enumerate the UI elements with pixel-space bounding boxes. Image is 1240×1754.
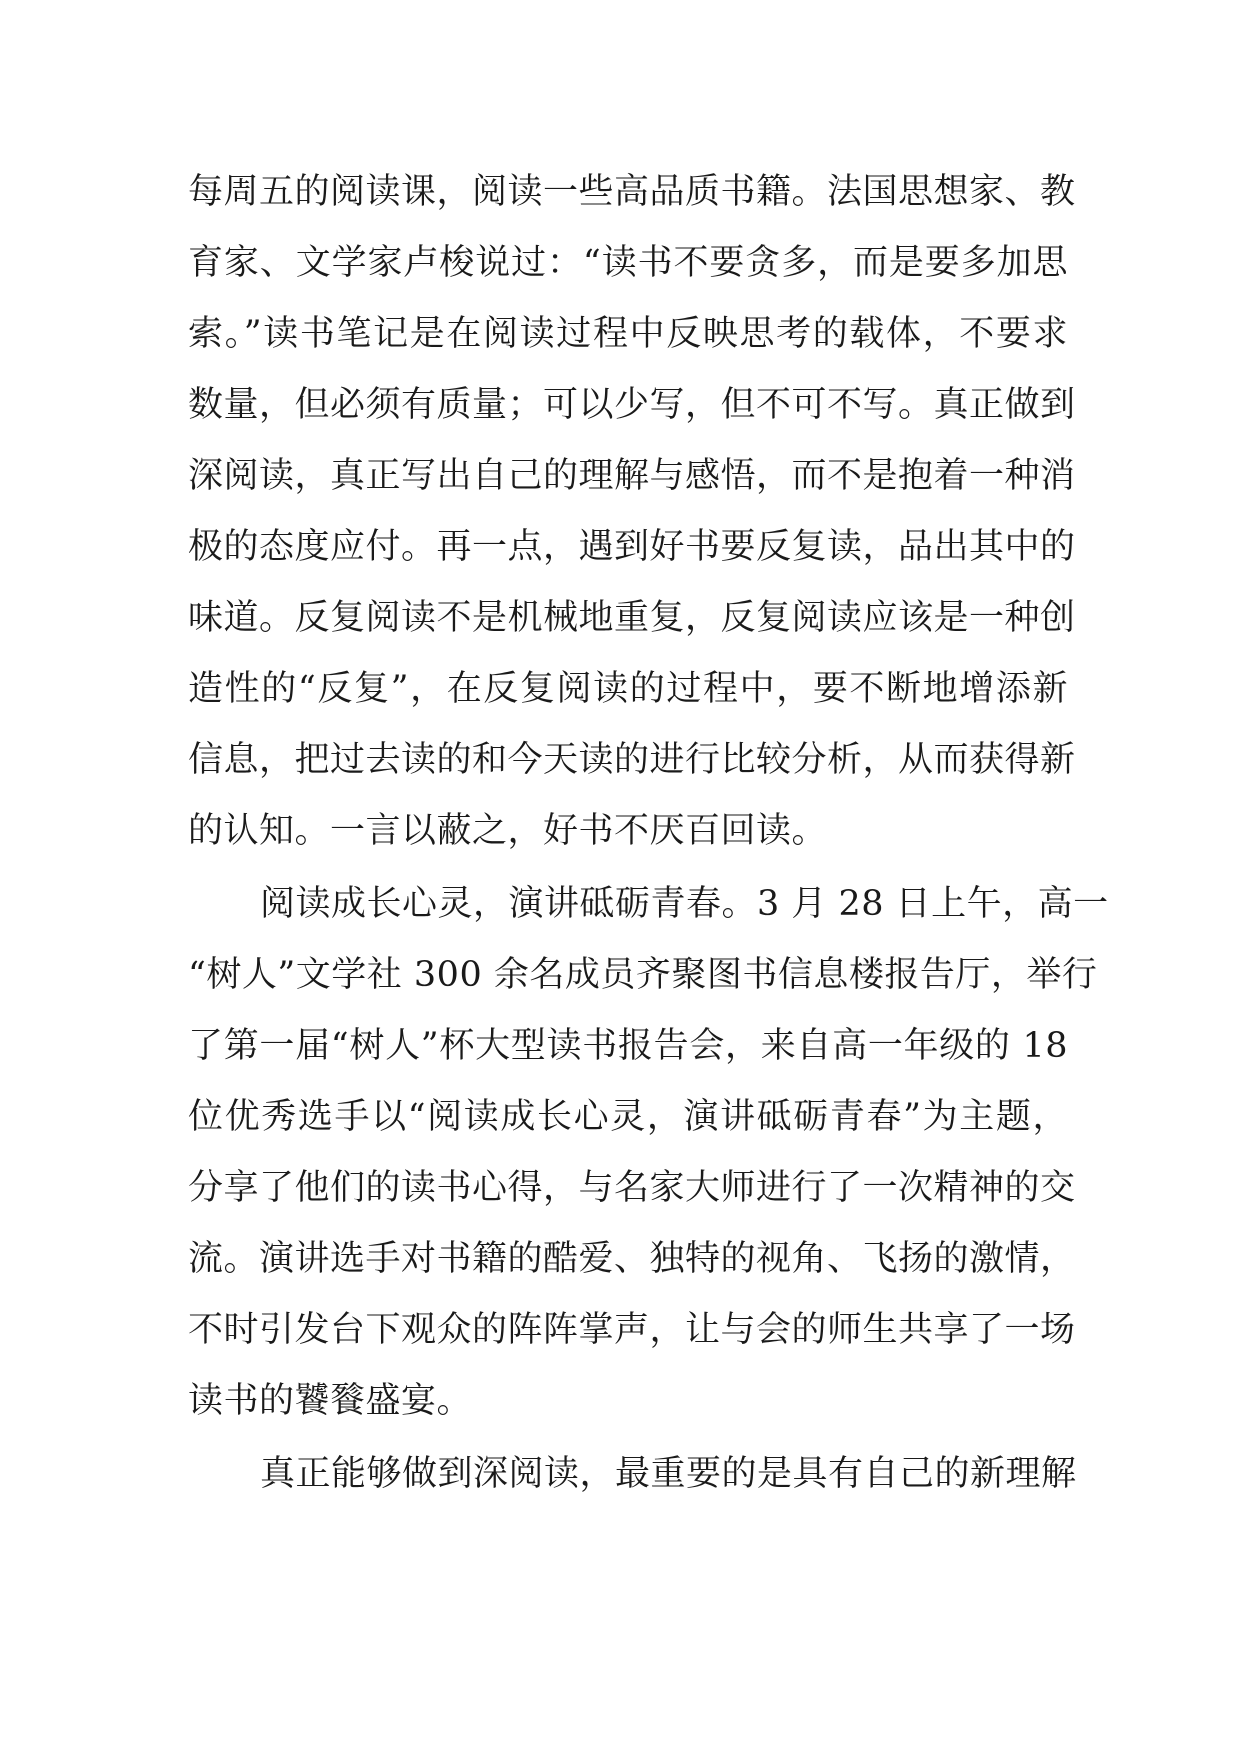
text-line: 索。”读书笔记是在阅读过程中反映思考的载体，不要求 xyxy=(188,314,1068,354)
text-line: 信息，把过去读的和今天读的进行比较分析，从而获得新 xyxy=(188,740,1076,780)
text-line: 了第一届“树人”杯大型读书报告会，来自高一年级的 18 xyxy=(188,1026,1068,1066)
text-line: 极的态度应付。再一点，遇到好书要反复读，品出其中的 xyxy=(188,527,1076,567)
text-line-paragraph-start: 阅读成长心灵，演讲砥砺青春。3 月 28 日上午，高一 xyxy=(260,884,1109,924)
text-line: 数量，但必须有质量；可以少写，但不可不写。真正做到 xyxy=(188,385,1076,425)
text-line: 育家、文学家卢梭说过：“读书不要贪多，而是要多加思 xyxy=(188,243,1068,283)
text-line: 不时引发台下观众的阵阵掌声，让与会的师生共享了一场 xyxy=(188,1310,1076,1350)
text-line-paragraph-end: 的认知。一言以蔽之，好书不厌百回读。 xyxy=(188,811,828,851)
text-line: “树人”文学社 300 余名成员齐聚图书信息楼报告厅，举行 xyxy=(188,955,1098,995)
text-line: 深阅读，真正写出自己的理解与感悟，而不是抱着一种消 xyxy=(188,456,1076,496)
text-line-paragraph-end: 读书的饕餮盛宴。 xyxy=(188,1381,473,1421)
text-line: 流。演讲选手对书籍的酷爱、独特的视角、飞扬的激情， xyxy=(188,1239,1076,1279)
text-line: 造性的“反复”，在反复阅读的过程中，要不断地增添新 xyxy=(188,669,1068,709)
text-line-paragraph-start: 真正能够做到深阅读，最重要的是具有自己的新理解 xyxy=(260,1454,1077,1494)
text-line: 每周五的阅读课，阅读一些高品质书籍。法国思想家、教 xyxy=(188,172,1076,212)
text-line: 味道。反复阅读不是机械地重复，反复阅读应该是一种创 xyxy=(188,598,1076,638)
text-line: 分享了他们的读书心得，与名家大师进行了一次精神的交 xyxy=(188,1168,1076,1208)
text-line: 位优秀选手以“阅读成长心灵，演讲砥砺青春”为主题， xyxy=(188,1097,1068,1137)
